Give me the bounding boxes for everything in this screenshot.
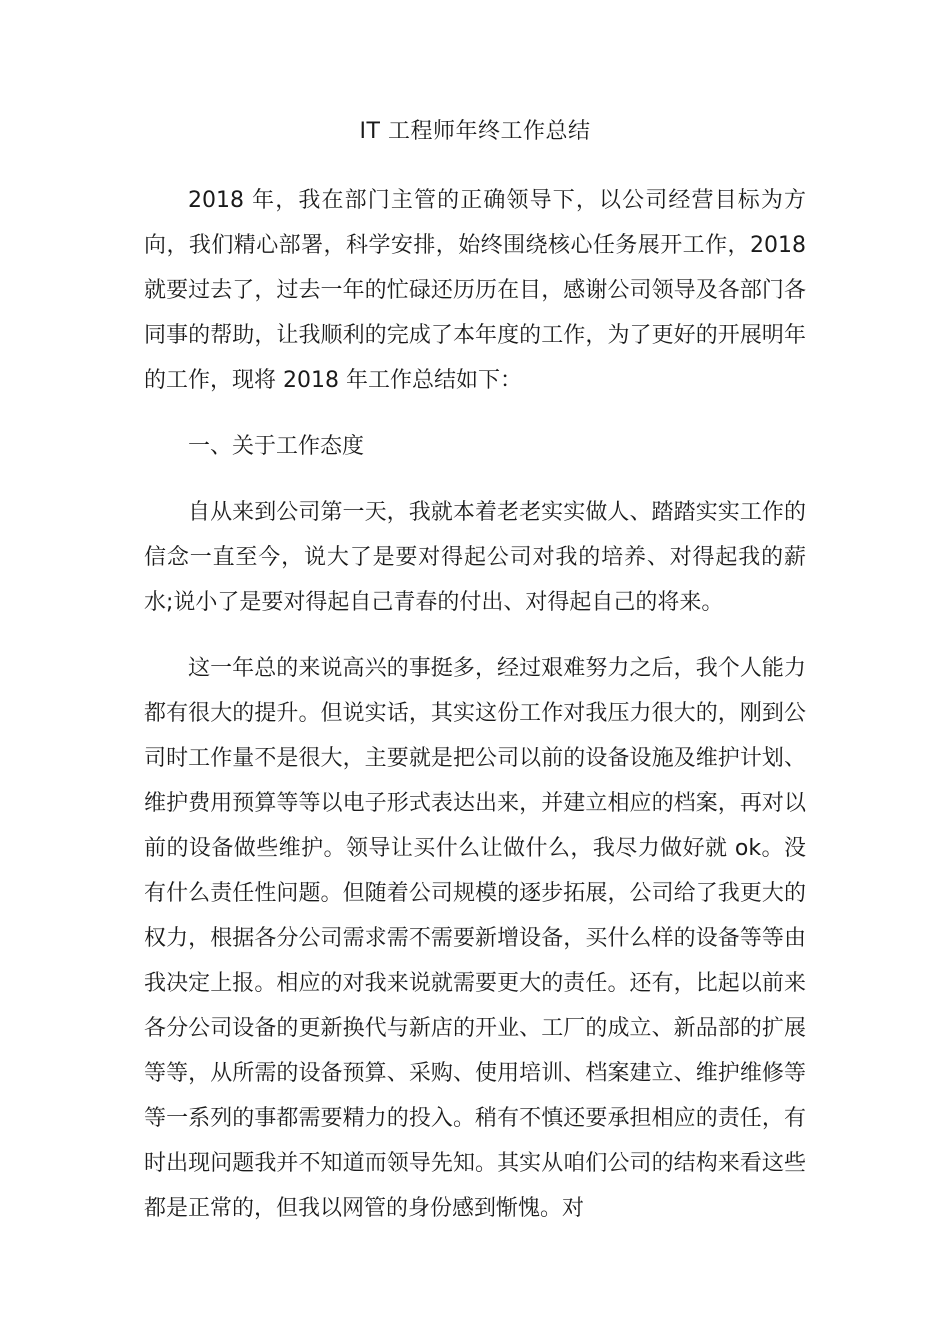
section-heading-work-attitude: 一、关于工作态度	[188, 434, 365, 459]
document-title: IT 工程师年终工作总结	[359, 119, 591, 144]
paragraph-intro: 2018 年，我在部门主管的正确领导下，以公司经营目标为方向，我们精心部署，科学安排，始终围绕核心任务展开工作，2018 就要过去了，过去一年的忙碌还历历在目，感谢公司领导及各部门各同事的帮助，让我顺利的完成了本年度的工作，为了更好的开展明年的工作，现将 2018 年工作总结如下：	[144, 188, 806, 393]
paragraph-attitude: 自从来到公司第一天，我就本着老老实实做人、踏踏实实工作的信念一直至今，说大了是要对得起公司对我的培养、对得起我的薪水;说小了是要对得起自己青春的付出、对得起自己的将来。	[144, 500, 806, 615]
paragraph-year-review: 这一年总的来说高兴的事挺多，经过艰难努力之后，我个人能力都有很大的提升。但说实话，其实这份工作对我压力很大的，刚到公司时工作量不是很大，主要就是把公司以前的设备设施及维护计划、维护费用预算等等以电子形式表达出来，并建立相应的档案，再对以前的设备做些维护。领导让买什么让做什么，我尽力做好就 ok。没有什么责任性问题。但随着公司规模的逐步拓展，公司给了我更大的权力，根据各分公司需求需不需要新增设备，买什么样的设备等等由我决定上报。相应的对我来说就需要更大的责任。还有，比起以前来各分公司设备的更新换代与新店的开业、工厂的成立、新品部的扩展等等，从所需的设备预算、采购、使用培训、档案建立、维护维修等等一系列的事都需要精力的投入。稍有不慎还要承担相应的责任，有时出现问题我并不知道而领导先知。其实从咱们公司的结构来看这些都是正常的，但我以网管的身份感到惭愧。对	[144, 656, 806, 1221]
document-body	[144, 178, 806, 1252]
